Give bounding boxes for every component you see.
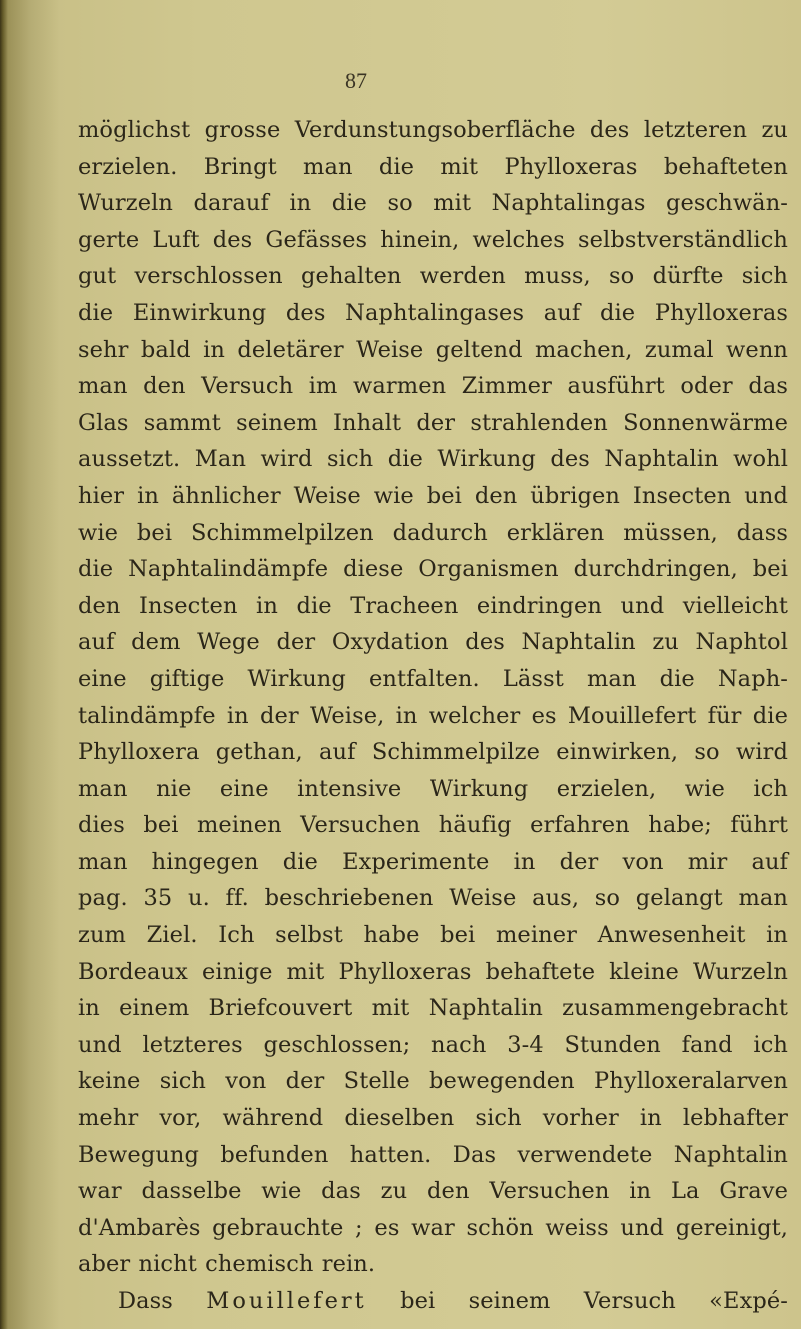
text-line: keine sich von der Stelle bewegenden Phylloxeralarven [78, 1068, 788, 1095]
text-line: erzielen. Bringt man die mit Phylloxeras behafteten [78, 153, 788, 180]
text-line: mehr vor, während dieselben sich vorher in lebhafter [78, 1105, 788, 1132]
page-gutter-shadow [0, 0, 60, 1329]
text-line: und letzteres geschlossen; nach 3-4 Stunden fand ich [78, 1031, 788, 1058]
last-line-start: Dass [118, 1288, 173, 1314]
text-line: aber nicht chemisch rein. [78, 1251, 376, 1278]
text-line: man nie eine intensive Wirkung erzielen, wie ich [78, 775, 788, 802]
text-line: Wurzeln darauf in die so mit Naphtalingas geschwän- [78, 190, 788, 217]
text-line: die Einwirkung des Naphtalingases auf die Phylloxeras [78, 299, 788, 326]
text-line: sehr bald in deletärer Weise geltend machen, zumal wenn [78, 336, 788, 363]
text-line: Phylloxera gethan, auf Schimmelpilze einwirken, so wird [78, 739, 788, 766]
text-line: in einem Briefcouvert mit Naphtalin zusammengebracht [78, 995, 788, 1022]
text-line: möglichst grosse Verdunstungsoberfläche des letzteren zu [78, 117, 788, 143]
text-line: gerte Luft des Gefässes hinein, welches selbstverständlich [78, 226, 788, 253]
text-line: zum Ziel. Ich selbst habe bei meiner Anwesenheit in [78, 922, 788, 949]
text-line: den Insecten in die Tracheen eindringen und vielleicht [78, 592, 788, 619]
text-line: man den Versuch im warmen Zimmer ausführt oder das [78, 373, 788, 400]
text-line: auf dem Wege der Oxydation des Naphtalin zu Naphtol [78, 629, 788, 656]
text-line: die Naphtalindämpfe diese Organismen durchdringen, bei [78, 556, 788, 583]
text-line: aussetzt. Man wird sich die Wirkung des Naphtalin wohl [78, 446, 788, 473]
text-line: wie bei Schimmelpilzen dadurch erklären müssen, dass [78, 519, 788, 546]
text-line: Bordeaux einige mit Phylloxeras behaftete kleine Wurzeln [78, 958, 788, 985]
text-line: man hingegen die Experimente in der von mir auf [78, 848, 788, 875]
text-line: gut verschlossen gehalten werden muss, so dürfte sich [78, 263, 788, 290]
body-text [78, 112, 788, 1320]
text-line: d'Ambarès gebrauchte ; es war schön weiss und gereinigt, [78, 1214, 788, 1241]
text-line: pag. 35 u. ff. beschriebenen Weise aus, so gelangt man [78, 885, 788, 912]
last-line-end: bei seinem Versuch «Expé- [400, 1288, 788, 1314]
text-line: talindämpfe in der Weise, in welcher es Mouillefert für die [78, 702, 788, 729]
text-line: war dasselbe wie das zu den Versuchen in La Grave [78, 1178, 788, 1205]
text-line: eine giftige Wirkung entfalten. Lässt man die Naph- [78, 665, 788, 692]
text-line: Glas sammt seinem Inhalt der strahlenden Sonnenwärme [78, 409, 788, 436]
last-line-name: Mouillefert [206, 1288, 367, 1314]
text-line: Bewegung befunden hatten. Das verwendete Naphtalin [78, 1141, 788, 1168]
text-line [78, 1283, 788, 1320]
text-line: dies bei meinen Versuchen häufig erfahren habe; führt [78, 812, 788, 839]
text-line: hier in ähnlicher Weise wie bei den übrigen Insecten und [78, 482, 788, 509]
page-number: 87 [345, 68, 367, 93]
